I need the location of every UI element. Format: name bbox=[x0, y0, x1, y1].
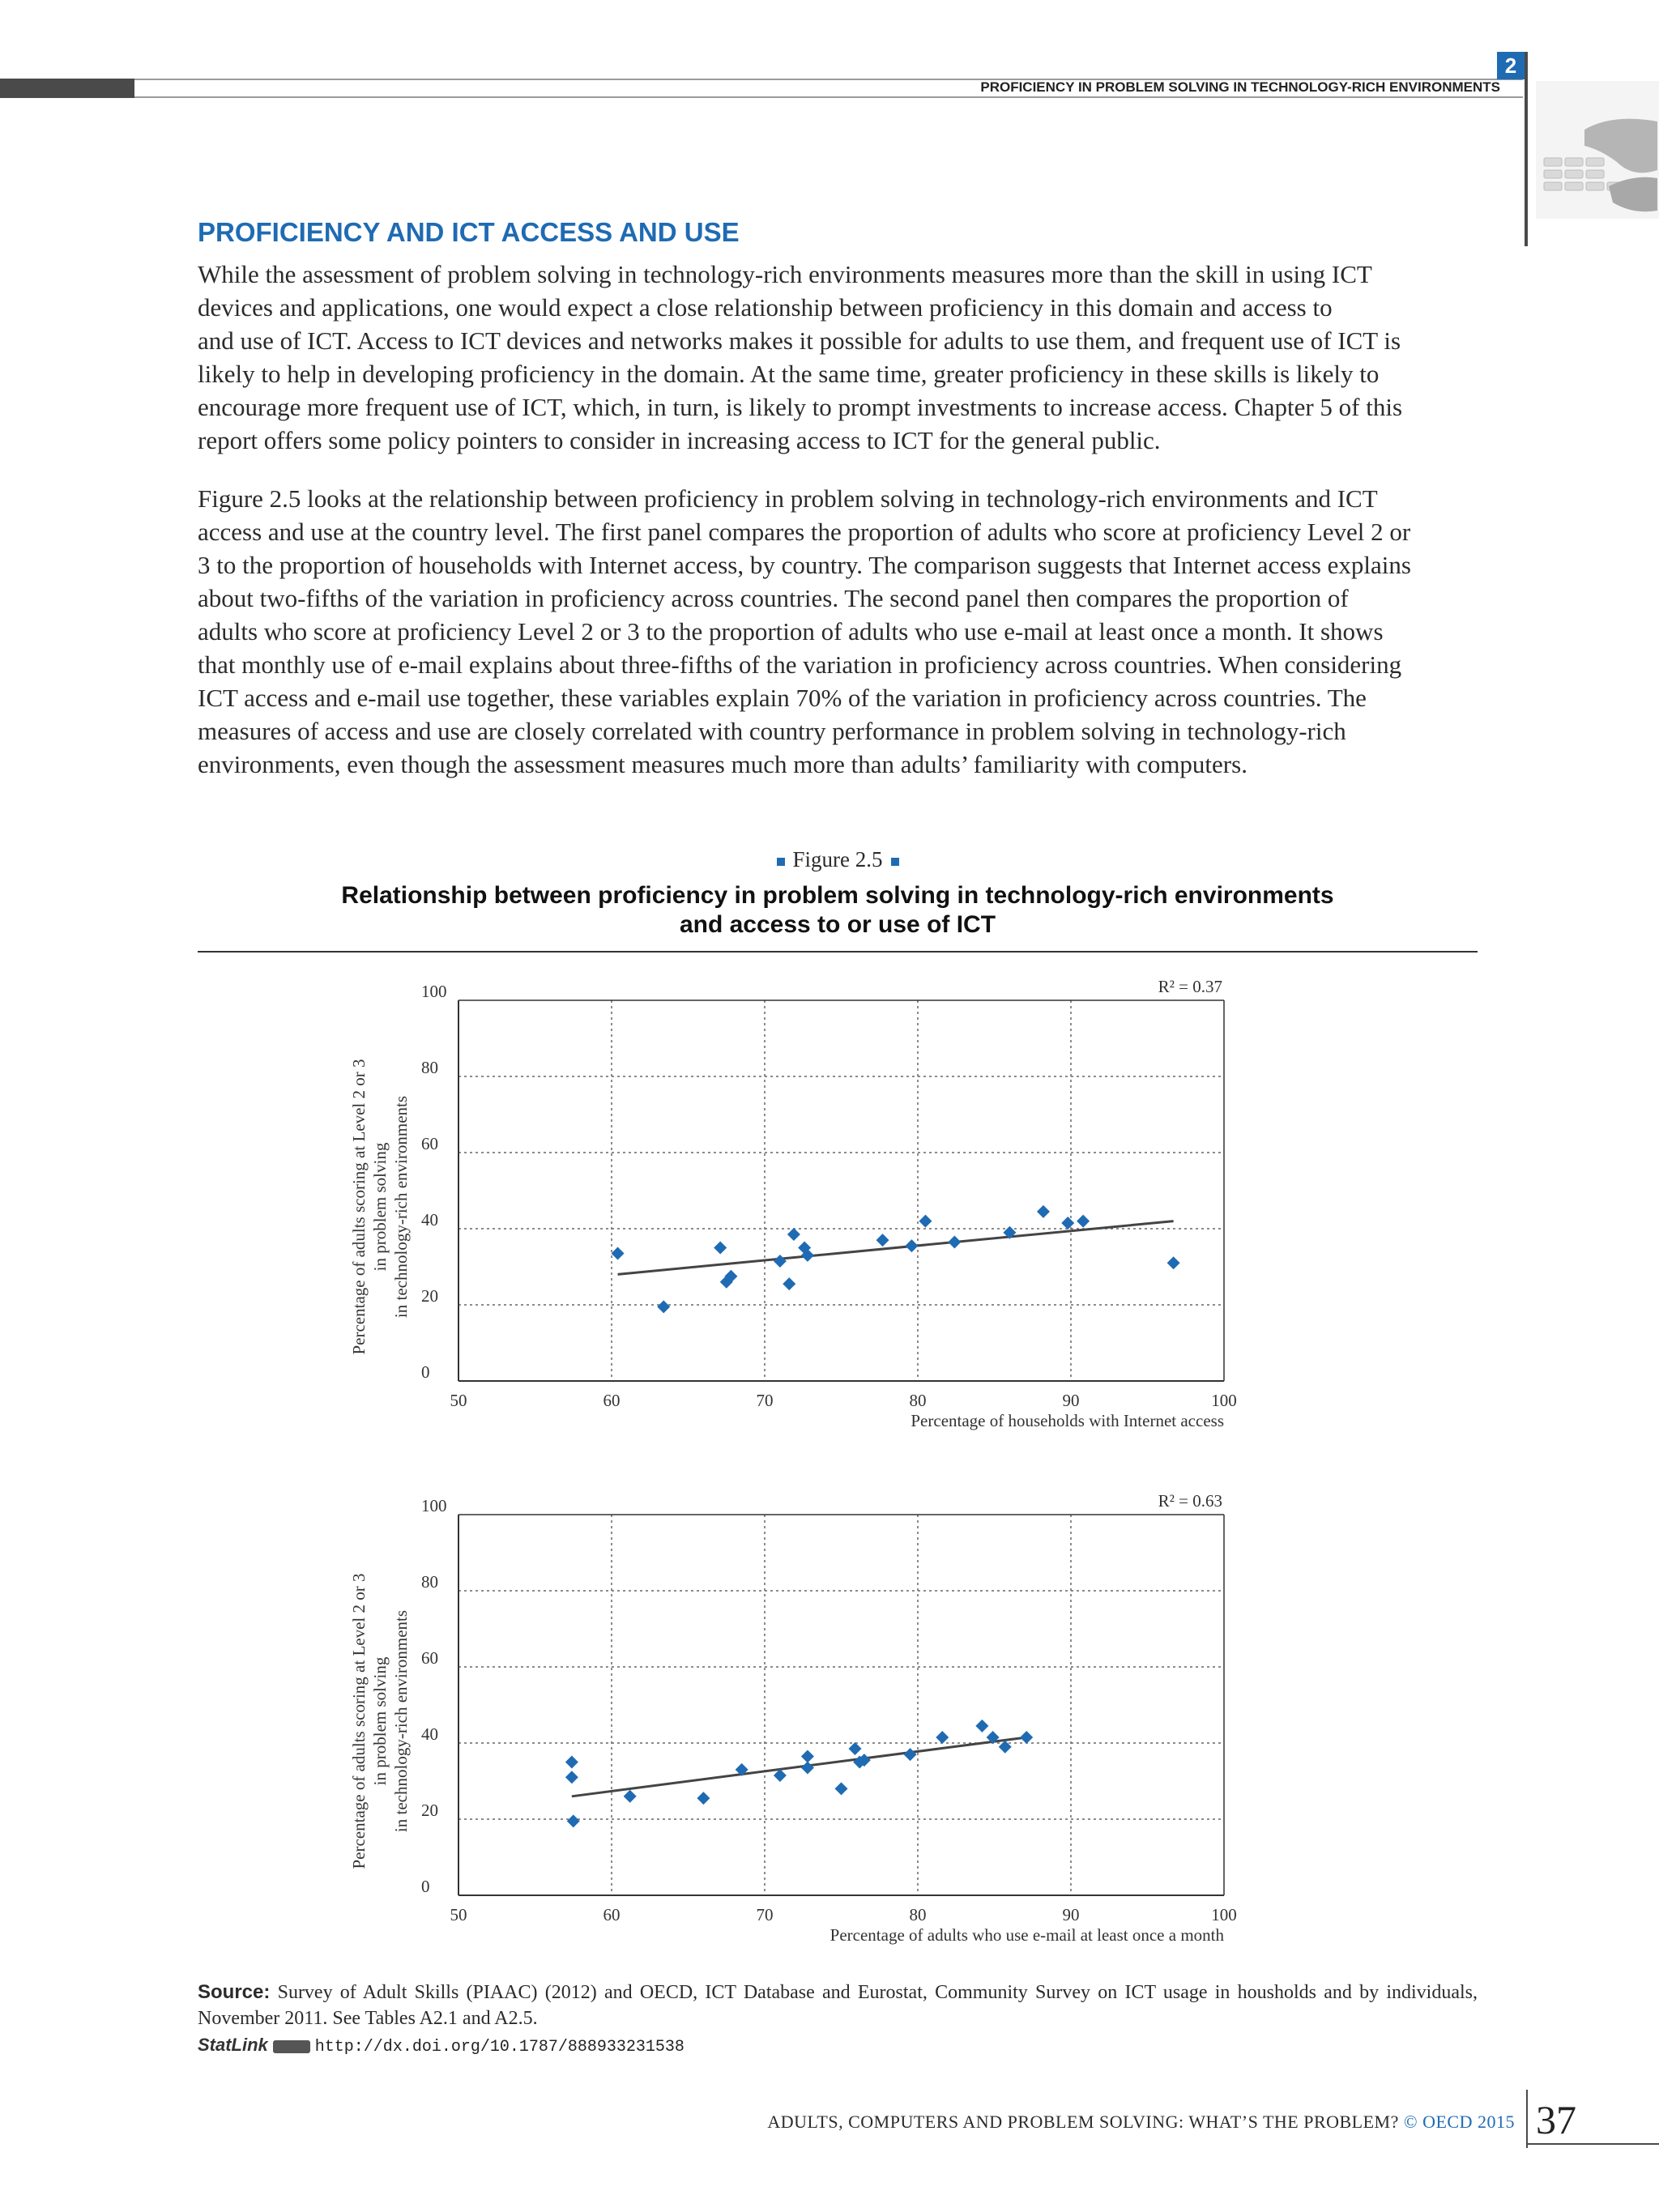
chart-1-data-point bbox=[787, 1228, 800, 1241]
footer-copyright: © OECD 2015 bbox=[1403, 2112, 1515, 2132]
chart-1-x-tick-label: 90 bbox=[1062, 1391, 1080, 1410]
chart-1-x-tick-label: 80 bbox=[909, 1391, 927, 1410]
paragraph-2-line: 3 to the proportion of households with Internet access, by country. The comparison suggests that Internet access explains bbox=[198, 551, 1411, 579]
paragraph-2-line: adults who score at proficiency Level 2 or 3 to the proportion of adults who use e-mail at least once a month. It shows bbox=[198, 617, 1384, 646]
paragraph-2-line: ICT access and e-mail use together, these variables explain 70% of the variation in proficiency across countries. The bbox=[198, 684, 1367, 712]
page-number: 37 bbox=[1536, 2097, 1576, 2142]
chart-1-y-tick-label: 40 bbox=[421, 1210, 438, 1230]
chart-1-r-squared: R² = 0.37 bbox=[1158, 977, 1222, 996]
chart-1-x-tick-label: 50 bbox=[450, 1391, 467, 1410]
chart-2-data-point bbox=[624, 1790, 637, 1803]
chart-1-y-tick-label: 60 bbox=[421, 1134, 438, 1153]
chart-1-y-tick-label: 100 bbox=[421, 982, 447, 1001]
chart-1-y-axis-label: in problem solving bbox=[370, 1142, 390, 1272]
statlink-logo-icon bbox=[273, 2040, 310, 2053]
chart-2-data-point bbox=[999, 1741, 1012, 1754]
figure-label-text: Figure 2.5 bbox=[792, 847, 883, 872]
chart-1-y-axis-label: Percentage of adults scoring at Level 2 or 3 bbox=[349, 1059, 369, 1355]
chart-2-data-point bbox=[849, 1742, 862, 1755]
chart-2-data-point bbox=[565, 1771, 578, 1784]
chart-2-y-tick-label: 80 bbox=[421, 1572, 438, 1592]
footer bbox=[567, 2112, 1515, 2133]
chart-2-y-tick-label: 40 bbox=[421, 1724, 438, 1744]
chart-1-data-point bbox=[657, 1300, 670, 1313]
chart-1-x-tick-label: 60 bbox=[603, 1391, 621, 1410]
chart-2-data-point bbox=[904, 1748, 917, 1761]
chart-1-y-axis-label: in technology-rich environments bbox=[391, 1095, 411, 1319]
chart-2-data-point bbox=[835, 1782, 848, 1795]
paragraph-2-line: access and use at the country level. The first panel compares the proportion of adults who score at proficiency Level 2 or bbox=[198, 518, 1411, 546]
chart-1-data-point bbox=[919, 1215, 932, 1228]
statlink-brand: StatLink bbox=[198, 2035, 268, 2055]
chart-2-y-tick-label: 0 bbox=[421, 1877, 430, 1896]
chart-1-data-point bbox=[905, 1239, 918, 1252]
paragraph-1-line: and use of ICT. Access to ICT devices and networks makes it possible for adults to use them, and frequent use of ICT is bbox=[198, 326, 1401, 355]
paragraph-1-line: devices and applications, one would expect a close relationship between proficiency in this domain and access to bbox=[198, 293, 1333, 322]
source-label: Source: bbox=[198, 1981, 271, 2003]
chart-1-data-point bbox=[1037, 1205, 1050, 1218]
chart-1-data-point bbox=[1061, 1217, 1074, 1230]
paragraph-2-line: environments, even though the assessment measures much more than adults’ familiarity with computers. bbox=[198, 750, 1247, 778]
chart-2-x-tick-label: 70 bbox=[756, 1905, 774, 1924]
footer-vertical-rule bbox=[1526, 2090, 1528, 2148]
statlink-url[interactable]: http://dx.doi.org/10.1787/888933231538 bbox=[314, 2038, 684, 2056]
footer-book-title: ADULTS, COMPUTERS AND PROBLEM SOLVING: WHAT’S THE PROBLEM? bbox=[767, 2112, 1399, 2132]
chart-1-data-point bbox=[612, 1247, 625, 1260]
paragraph-1-line: encourage more frequent use of ICT, which, in turn, is likely to prompt investments to increase access. Chapter 5 of this bbox=[198, 393, 1403, 421]
chart-1-data-point bbox=[783, 1277, 795, 1290]
chart-2-data-point bbox=[697, 1792, 710, 1805]
chart-2-x-tick-label: 90 bbox=[1062, 1905, 1080, 1924]
figure-source bbox=[198, 1980, 1478, 2031]
chart-2-y-axis-label: Percentage of adults scoring at Level 2 or 3 bbox=[349, 1573, 369, 1869]
chart-1-x-tick-label: 70 bbox=[756, 1391, 774, 1410]
chart-2-data-point bbox=[1020, 1731, 1033, 1744]
paragraph-2-line: that monthly use of e-mail explains about three-fifths of the variation in proficiency across countries. When considering bbox=[198, 650, 1402, 679]
chart-2-y-tick-label: 60 bbox=[421, 1648, 438, 1668]
chart-1-y-tick-label: 0 bbox=[421, 1362, 430, 1382]
paragraph-1-line: report offers some policy pointers to consider in increasing access to ICT for the general public. bbox=[198, 426, 1161, 454]
chart-1-x-tick-label: 100 bbox=[1211, 1391, 1237, 1410]
figure-title-line-2: and access to or use of ICT bbox=[679, 911, 996, 938]
chart-2-y-axis-label: in problem solving bbox=[370, 1656, 390, 1786]
chart-2-data-point bbox=[975, 1720, 988, 1733]
chart-2-data-point bbox=[801, 1750, 814, 1762]
section-title: PROFICIENCY AND ICT ACCESS AND USE bbox=[198, 217, 740, 247]
chart-1-y-tick-label: 20 bbox=[421, 1286, 438, 1306]
chart-2-x-tick-label: 50 bbox=[450, 1905, 467, 1924]
chart-2-y-axis-label: in technology-rich environments bbox=[391, 1609, 411, 1833]
chart-2-data-point bbox=[567, 1814, 580, 1827]
footer-horizontal-rule bbox=[1526, 2143, 1659, 2145]
chart-2-data-point bbox=[801, 1762, 814, 1775]
paragraph-2-line: Figure 2.5 looks at the relationship between proficiency in problem solving in technology-rich environments and ICT bbox=[198, 484, 1378, 513]
running-header-title: PROFICIENCY IN PROBLEM SOLVING IN TECHNOLOGY-RICH ENVIRONMENTS bbox=[980, 79, 1500, 95]
chart-2-x-tick-label: 60 bbox=[603, 1905, 621, 1924]
chart-2-data-point bbox=[936, 1731, 949, 1744]
chart-1-data-point bbox=[876, 1234, 889, 1247]
chart-2-y-tick-label: 100 bbox=[421, 1496, 447, 1515]
chart-1-data-point bbox=[774, 1255, 787, 1268]
chart-2-r-squared: R² = 0.63 bbox=[1158, 1491, 1222, 1511]
statlink[interactable] bbox=[198, 2035, 684, 2056]
paragraph-1-line: likely to help in developing proficiency in the domain. At the same time, greater proficiency in these skills is likely to bbox=[198, 360, 1380, 388]
chart-2-x-tick-label: 80 bbox=[909, 1905, 927, 1924]
paragraph-1-line: While the assessment of problem solving in technology-rich environments measures more than the skill in using ICT bbox=[198, 260, 1372, 288]
chart-2-data-point bbox=[565, 1756, 578, 1769]
paragraph-2-line: about two-fifths of the variation in proficiency across countries. The second panel then compares the proportion of bbox=[198, 584, 1349, 612]
chart-1-data-point bbox=[1077, 1215, 1090, 1228]
chart-1-y-tick-label: 80 bbox=[421, 1058, 438, 1077]
chart-1-data-point bbox=[1167, 1256, 1180, 1269]
chapter-number-badge: 2 bbox=[1497, 52, 1525, 79]
chart-1-data-point bbox=[714, 1242, 727, 1255]
chart-1-data-point bbox=[948, 1235, 961, 1248]
figure-title-line-1: Relationship between proficiency in problem solving in technology-rich environments bbox=[341, 882, 1334, 909]
chart-2-y-tick-label: 20 bbox=[421, 1801, 438, 1820]
paragraph-2-line: measures of access and use are closely correlated with country performance in problem solving in technology-rich bbox=[198, 717, 1346, 745]
chart-2-x-axis-label: Percentage of adults who use e-mail at least once a month bbox=[830, 1925, 1224, 1945]
chart-2-trendline bbox=[572, 1737, 1026, 1796]
chart-1-x-axis-label: Percentage of households with Internet access bbox=[911, 1411, 1224, 1430]
chart-2-x-tick-label: 100 bbox=[1211, 1905, 1237, 1924]
source-text: Survey of Adult Skills (PIAAC) (2012) and OECD, ICT Database and Eurostat, Community Survey on ICT usage in housholds and by individuals, November 2011. See Tables A2.1 and A2.5. bbox=[198, 1982, 1478, 2029]
